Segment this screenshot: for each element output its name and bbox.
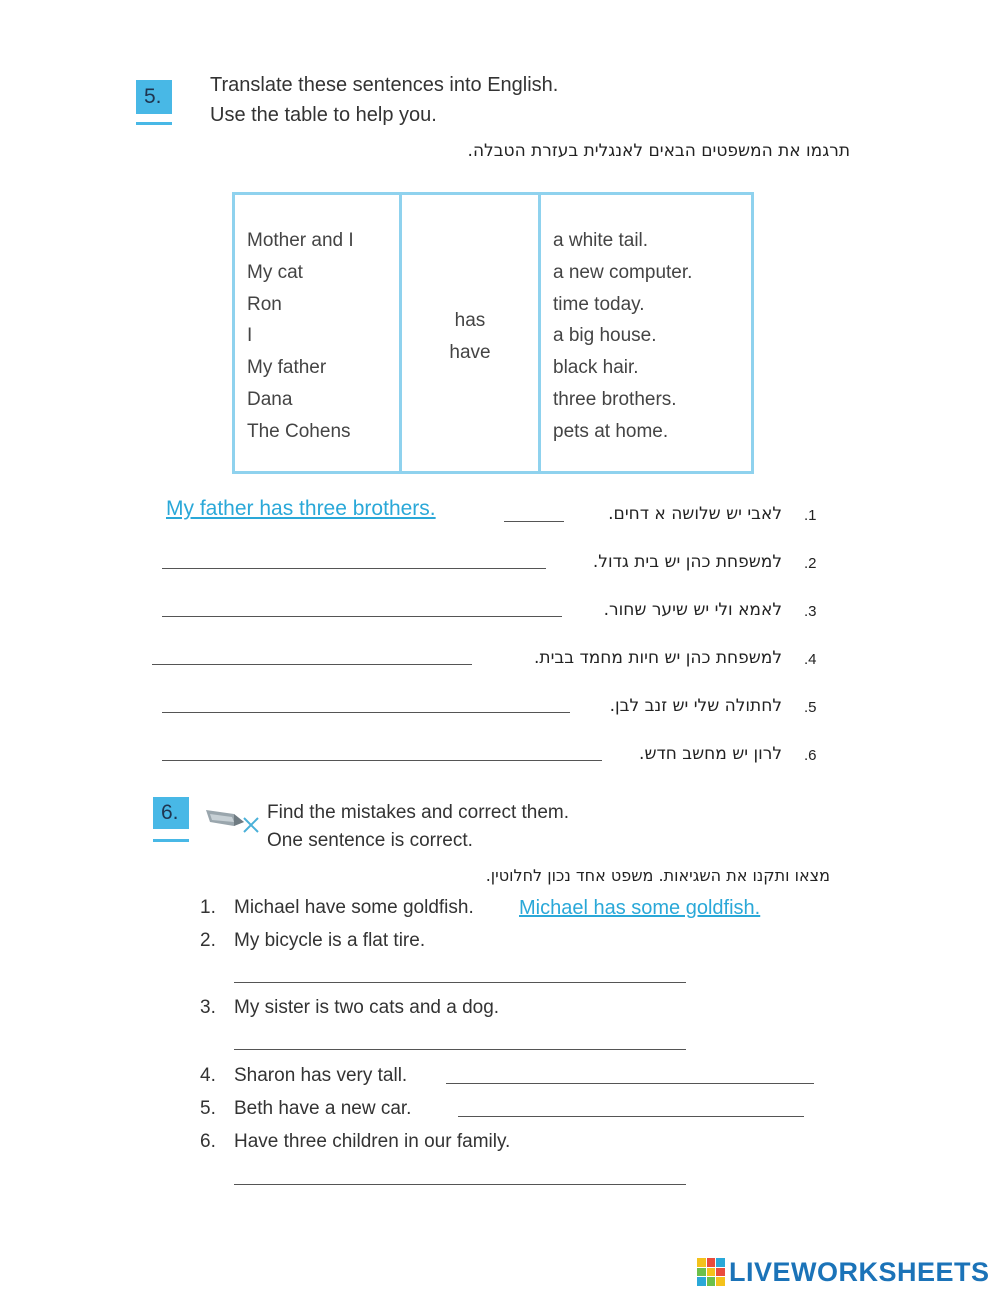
ex5-hebrew-4: למשפחת כהן יש חיות מחמד בבית. — [534, 648, 782, 668]
exercise-6-number: 6. — [153, 797, 189, 829]
ex6-item-1 — [200, 897, 474, 919]
exercise-5-hebrew-instruction: תרגמו את המשפטים הבאים לאנגלית בעזרת הטבלה. — [467, 141, 850, 161]
exercise-6-instruction-1: Find the mistakes and correct them. — [267, 802, 570, 823]
ex6-sentence-4: Sharon has very tall. — [234, 1065, 408, 1086]
ex6-number-4: 4. — [200, 1065, 216, 1086]
exercise-6-instruction-2: One sentence is correct. — [267, 830, 473, 851]
exercise-6-underline — [153, 839, 189, 842]
verb-item: has — [454, 310, 486, 331]
logo-text: LIVEWORKSHEETS — [729, 1256, 990, 1287]
ex5-number-3: .3 — [804, 603, 817, 620]
ex6-sentence-2: My bicycle is a flat tire. — [234, 930, 426, 951]
ex5-answer-line-2[interactable] — [162, 568, 546, 569]
ex6-answer-line-6[interactable] — [234, 1184, 686, 1185]
ex5-number-1: .1 — [804, 507, 817, 524]
ex6-sentence-6: Have three children in our family. — [234, 1131, 511, 1152]
ex6-item-4 — [200, 1065, 407, 1087]
ex5-number-4: .4 — [804, 651, 817, 668]
ex6-number-5: 5. — [200, 1098, 216, 1119]
object-item: black hair. — [553, 357, 639, 379]
ex6-item-6 — [200, 1131, 510, 1153]
object-item: a new computer. — [553, 261, 693, 283]
ex6-sentence-5: Beth have a new car. — [234, 1098, 412, 1119]
ex6-answer-line-4[interactable] — [446, 1083, 814, 1084]
ex5-hebrew-1: לאבי יש שלושה א דחים. — [608, 504, 782, 524]
subject-item: I — [247, 325, 253, 347]
ex5-number-2: .2 — [804, 555, 817, 572]
ex6-item-3 — [200, 997, 499, 1019]
verb-list — [399, 305, 541, 369]
object-column — [553, 225, 692, 448]
ex5-hebrew-2: למשפחת כהן יש בית גדול. — [592, 552, 782, 572]
verb-item: have — [449, 341, 491, 363]
exercise-6-hebrew-instruction: מצאו ותקנו את השגיאות. משפט אחד נכון לחלוטין. — [485, 866, 830, 885]
ex5-answer-line-5[interactable] — [162, 712, 570, 713]
subject-item: Dana — [247, 388, 293, 410]
ex6-number-3: 3. — [200, 997, 216, 1018]
ex6-item-5 — [200, 1098, 411, 1120]
ex5-answer-line-1[interactable] — [504, 521, 564, 522]
exercise-5-instruction-1: Translate these sentences into English. — [210, 74, 559, 96]
ex5-number-5: .5 — [804, 699, 817, 716]
ex5-hebrew-5: לחתולה שלי יש זנב לבן. — [609, 696, 782, 716]
exercise-5-number: 5. — [136, 80, 172, 114]
pencil-cross-icon — [204, 800, 260, 836]
ex6-answer-line-5[interactable] — [458, 1116, 804, 1117]
ex6-answer-line-2[interactable] — [234, 982, 686, 983]
subject-column — [247, 225, 354, 448]
exercise-5-instruction-2: Use the table to help you. — [210, 104, 437, 126]
liveworksheets-logo — [697, 1257, 990, 1287]
object-item: time today. — [553, 293, 645, 315]
ex5-answer-1[interactable]: My father has three brothers. — [166, 497, 436, 520]
object-item: a big house. — [553, 325, 657, 347]
ex5-hebrew-3: לאמא ולי יש שיער שחור. — [603, 600, 782, 620]
ex5-hebrew-6: לרון יש מחשב חדש. — [639, 744, 782, 764]
ex5-answer-line-3[interactable] — [162, 616, 562, 617]
ex6-number-1: 1. — [200, 897, 216, 918]
sentence-table — [232, 192, 754, 474]
ex6-sentence-1: Michael have some goldfish. — [234, 897, 474, 918]
object-item: three brothers. — [553, 388, 677, 410]
logo-grid-icon — [697, 1258, 725, 1286]
subject-item: My cat — [247, 261, 303, 283]
subject-item: Ron — [247, 293, 282, 315]
ex5-answer-line-4[interactable] — [152, 664, 472, 665]
ex6-item-2 — [200, 930, 425, 952]
ex5-number-6: .6 — [804, 747, 817, 764]
object-item: pets at home. — [553, 420, 669, 442]
subject-item: The Cohens — [247, 420, 351, 442]
subject-item: Mother and I — [247, 230, 354, 251]
object-item: a white tail. — [553, 230, 649, 251]
ex6-answer-1[interactable]: Michael has some goldfish. — [519, 897, 761, 919]
exercise-5-underline — [136, 122, 172, 125]
ex6-number-6: 6. — [200, 1131, 216, 1152]
ex5-answer-line-6[interactable] — [162, 760, 602, 761]
ex6-number-2: 2. — [200, 930, 216, 951]
subject-item: My father — [247, 357, 327, 379]
ex6-sentence-3: My sister is two cats and a dog. — [234, 997, 500, 1018]
ex6-answer-line-3[interactable] — [234, 1049, 686, 1050]
